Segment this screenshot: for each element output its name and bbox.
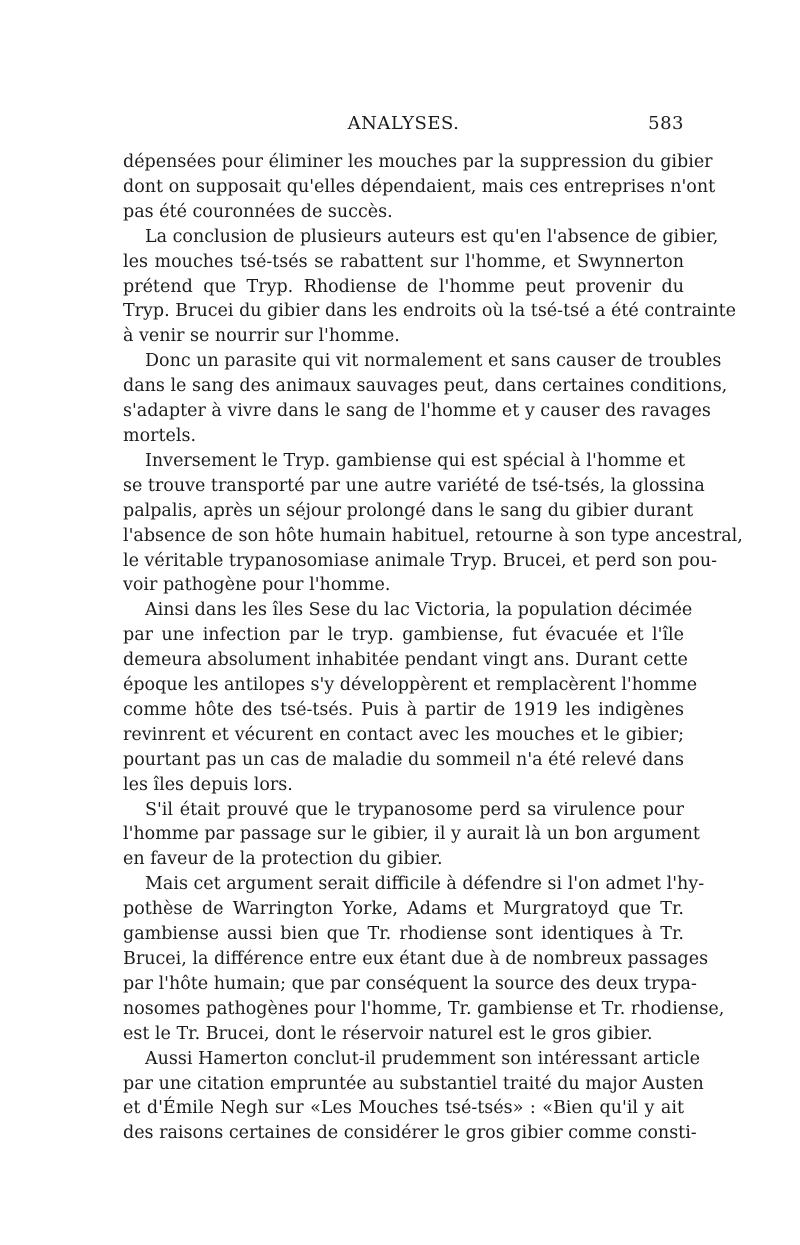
text-line: mortels.: [123, 425, 197, 446]
text-line: dans le sang des animaux sauvages peut, dans certaines conditions,: [123, 376, 728, 397]
paragraph: [123, 1047, 704, 1147]
text-line: se trouve transporté par une autre variété de tsé-tsés, la glossina: [123, 475, 705, 496]
running-head-title: ANALYSES.: [347, 113, 460, 134]
paragraph: [123, 225, 737, 350]
paragraph: [123, 349, 728, 449]
page-number: 583: [648, 113, 684, 134]
text-line: voir pathogène pour l'homme.: [123, 575, 391, 596]
text-line: prétend que Tryp. Rhodiense de l'homme peut provenir du: [123, 276, 684, 297]
text-line: pothèse de Warrington Yorke, Adams et Murgratoyd que Tr.: [123, 899, 684, 920]
text-line: et d'Émile Negh sur «Les Mouches tsé-tsés» : «Bien qu'il y ait: [123, 1098, 684, 1119]
text-line: les îles depuis lors.: [123, 774, 293, 795]
text-line: le véritable trypanosomiase animale Tryp. Brucei, et perd son pou-: [123, 550, 718, 571]
text-line: demeura absolument inhabitée pendant vingt ans. Durant cette: [123, 650, 688, 671]
text-line: comme hôte des tsé-tsés. Puis à partir de 1919 les indigènes: [123, 699, 684, 720]
text-line: Inversement le Tryp. gambiense qui est spécial à l'homme et: [145, 450, 686, 471]
text-line: Ainsi dans les îles Sese du lac Victoria, la population décimée: [145, 600, 693, 621]
text-line: par une citation empruntée au substantiel traité du major Austen: [123, 1073, 704, 1094]
text-line: Brucei, la différence entre eux étant due à de nombreux passages: [123, 949, 709, 969]
paragraph: [123, 798, 700, 873]
text-line: Donc un parasite qui vit normalement et sans causer de troubles: [145, 351, 722, 372]
paragraph: [123, 872, 725, 1046]
text-line: S'il était prouvé que le trypanosome perd sa virulence pour: [145, 799, 684, 820]
text-line: l'absence de son hôte humain habituel, retourne à son type ancestral,: [123, 525, 743, 546]
text-line: pas été couronnées de succès.: [123, 201, 393, 222]
text-line: Aussi Hamerton conclut-il prudemment son intéressant article: [145, 1048, 701, 1069]
text-line: des raisons certaines de considérer le gros gibier comme consti-: [123, 1123, 697, 1144]
text-line: gambiense aussi bien que Tr. rhodiense sont identiques à Tr.: [123, 924, 684, 945]
text-line: époque les antilopes s'y développèrent et remplacèrent l'homme: [123, 675, 698, 696]
text-line: Tryp. Brucei du gibier dans les endroits où la tsé-tsé a été contrainte: [123, 301, 737, 322]
text-line: nosomes pathogènes pour l'homme, Tr. gambiense et Tr. rhodiense,: [123, 998, 725, 1019]
text-line: les mouches tsé-tsés se rabattent sur l'homme, et Swynnerton: [123, 251, 684, 272]
paragraph: [123, 150, 716, 225]
running-head: [123, 113, 684, 141]
text-line: est le Tr. Brucei, dont le réservoir naturel est le gros gibier.: [123, 1023, 653, 1044]
text-line: dont on supposait qu'elles dépendaient, mais ces entreprises n'ont: [123, 176, 716, 197]
text-line: palpalis, après un séjour prolongé dans le sang du gibier durant: [123, 500, 694, 521]
text-line: en faveur de la protection du gibier.: [123, 849, 443, 870]
paragraph: [123, 449, 743, 598]
text-line: dépensées pour éliminer les mouches par la suppression du gibier: [123, 152, 713, 172]
text-line: par une infection par le tryp. gambiense, fut évacuée et l'île: [123, 625, 684, 646]
body-text: [123, 150, 743, 1146]
text-line: par l'hôte humain; que par conséquent la source des deux trypa-: [123, 973, 697, 994]
text-line: La conclusion de plusieurs auteurs est qu'en l'absence de gibier,: [145, 226, 719, 247]
text-line: l'homme par passage sur le gibier, il y aurait là un bon argument: [123, 824, 700, 845]
text-line: à venir se nourrir sur l'homme.: [123, 326, 400, 347]
text-line: pourtant pas un cas de maladie du sommeil n'a été relevé dans: [123, 749, 684, 770]
text-line: revinrent et vécurent en contact avec les mouches et le gibier;: [123, 724, 684, 745]
text-line: s'adapter à vivre dans le sang de l'homme et y causer des ravages: [123, 401, 711, 422]
paragraph: [123, 598, 698, 797]
text-line: Mais cet argument serait difficile à défendre si l'on admet l'hy-: [145, 874, 705, 895]
